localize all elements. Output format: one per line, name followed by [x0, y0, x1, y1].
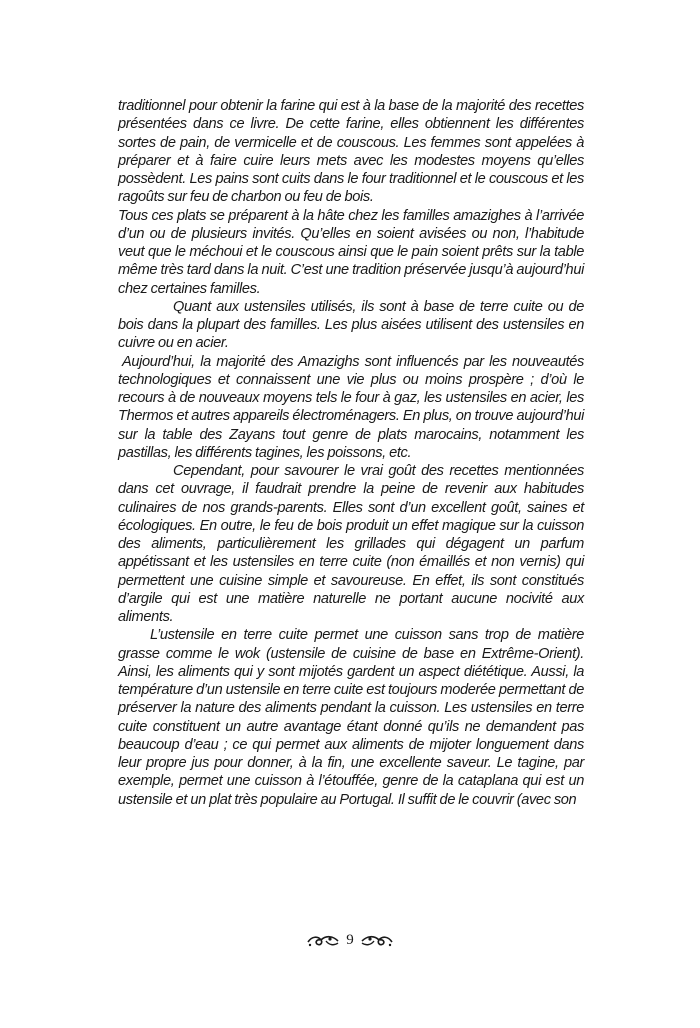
paragraph: Tous ces plats se préparent à la hâte chez les familles amazighes à l’arrivée d’un ou de plusieurs invités. Qu’elles en soient avisées ou non, l’habitude veut que le méchoui et le couscous ainsi que le pain soient prêts sur la table même très tard dans la nuit. C’est une tradition préservée jusqu’à aujourd’hui chez certaines familles.: [118, 207, 584, 297]
paragraph: L’ustensile en terre cuite permet une cuisson sans trop de matière grasse comme le wok (ustensile de cuisine de base en Extrême-Orient). Ainsi, les aliments qui y sont mijotés gardent un aspect diététique. Aussi, la température d’un ustensile en terre cuite est toujours moderée permettant de préserver la nature des aliments pendant la cuisson. Les ustensiles en terre cuite constituent un autre avantage étant donné qu’ils ne demandent pas beaucoup d’eau ; ce qui permet aux aliments de mijoter longuement dans leur propre jus pour donner, à la fin, une excellente saveur. Le tagine, par exemple, permet une cuisson à l’étouffée, genre de la cataplana qui est un ustensile et un plat très populaire au Portugal. Il suffit de le couvrir (avec son: [118, 627, 584, 808]
paragraph: Aujourd’hui, la majorité des Amazighs sont influencés par les nouveautés technologiques et connaissent une vie plus ou moins prospère ; d’où le recours à de nouveaux moyens tels le four à gaz, les ustensiles en acier, les Thermos et autres appareils électroménagers. En plus, on trouve aujourd’hui sur la table des Zayans tout genre de plats marocains, notamment les pastillas, les différents tagines, les poissons, etc.: [118, 353, 584, 461]
page-footer: [0, 932, 700, 949]
page-body-text: [118, 97, 584, 809]
floral-flourish-icon: [360, 933, 394, 949]
paragraph: traditionnel pour obtenir la farine qui est à la base de la majorité des recettes présentées dans ce livre. De cette farine, elles obtiennent les différentes sortes de pain, de vermicelle et de couscous. Les femmes sont appelées à préparer et à faire cuire leurs mets avec les modestes moyens qu’elles possèdent. Les pains sont cuits dans le four traditionnel et le couscous et les ragoûts sur feu de charbon ou feu de bois.: [118, 98, 584, 206]
page-number: 9: [346, 932, 354, 948]
paragraph: Cependant, pour savourer le vrai goût des recettes mentionnées dans cet ouvrage, il faudrait prendre la peine de revenir aux habitudes culinaires de nos grands-parents. Elles sont d’un excellent goût, saines et écologiques. En outre, le feu de bois produit un effet magique sur la cuisson des aliments, particulièrement les grillades qui dégagent un parfum appétissant et les ustensiles en terre cuite (non émaillés et non vernis) qui permettent une cuisine simple et savoureuse. En effet, ils sont constitués d’argile qui est une matière naturelle ne portant aucune nocivité aux aliments.: [118, 463, 584, 625]
floral-flourish-icon: [306, 933, 340, 949]
paragraph: Quant aux ustensiles utilisés, ils sont à base de terre cuite ou de bois dans la plupart des familles. Les plus aisées utilisent des ustensiles en cuivre ou en acier.: [118, 298, 584, 352]
